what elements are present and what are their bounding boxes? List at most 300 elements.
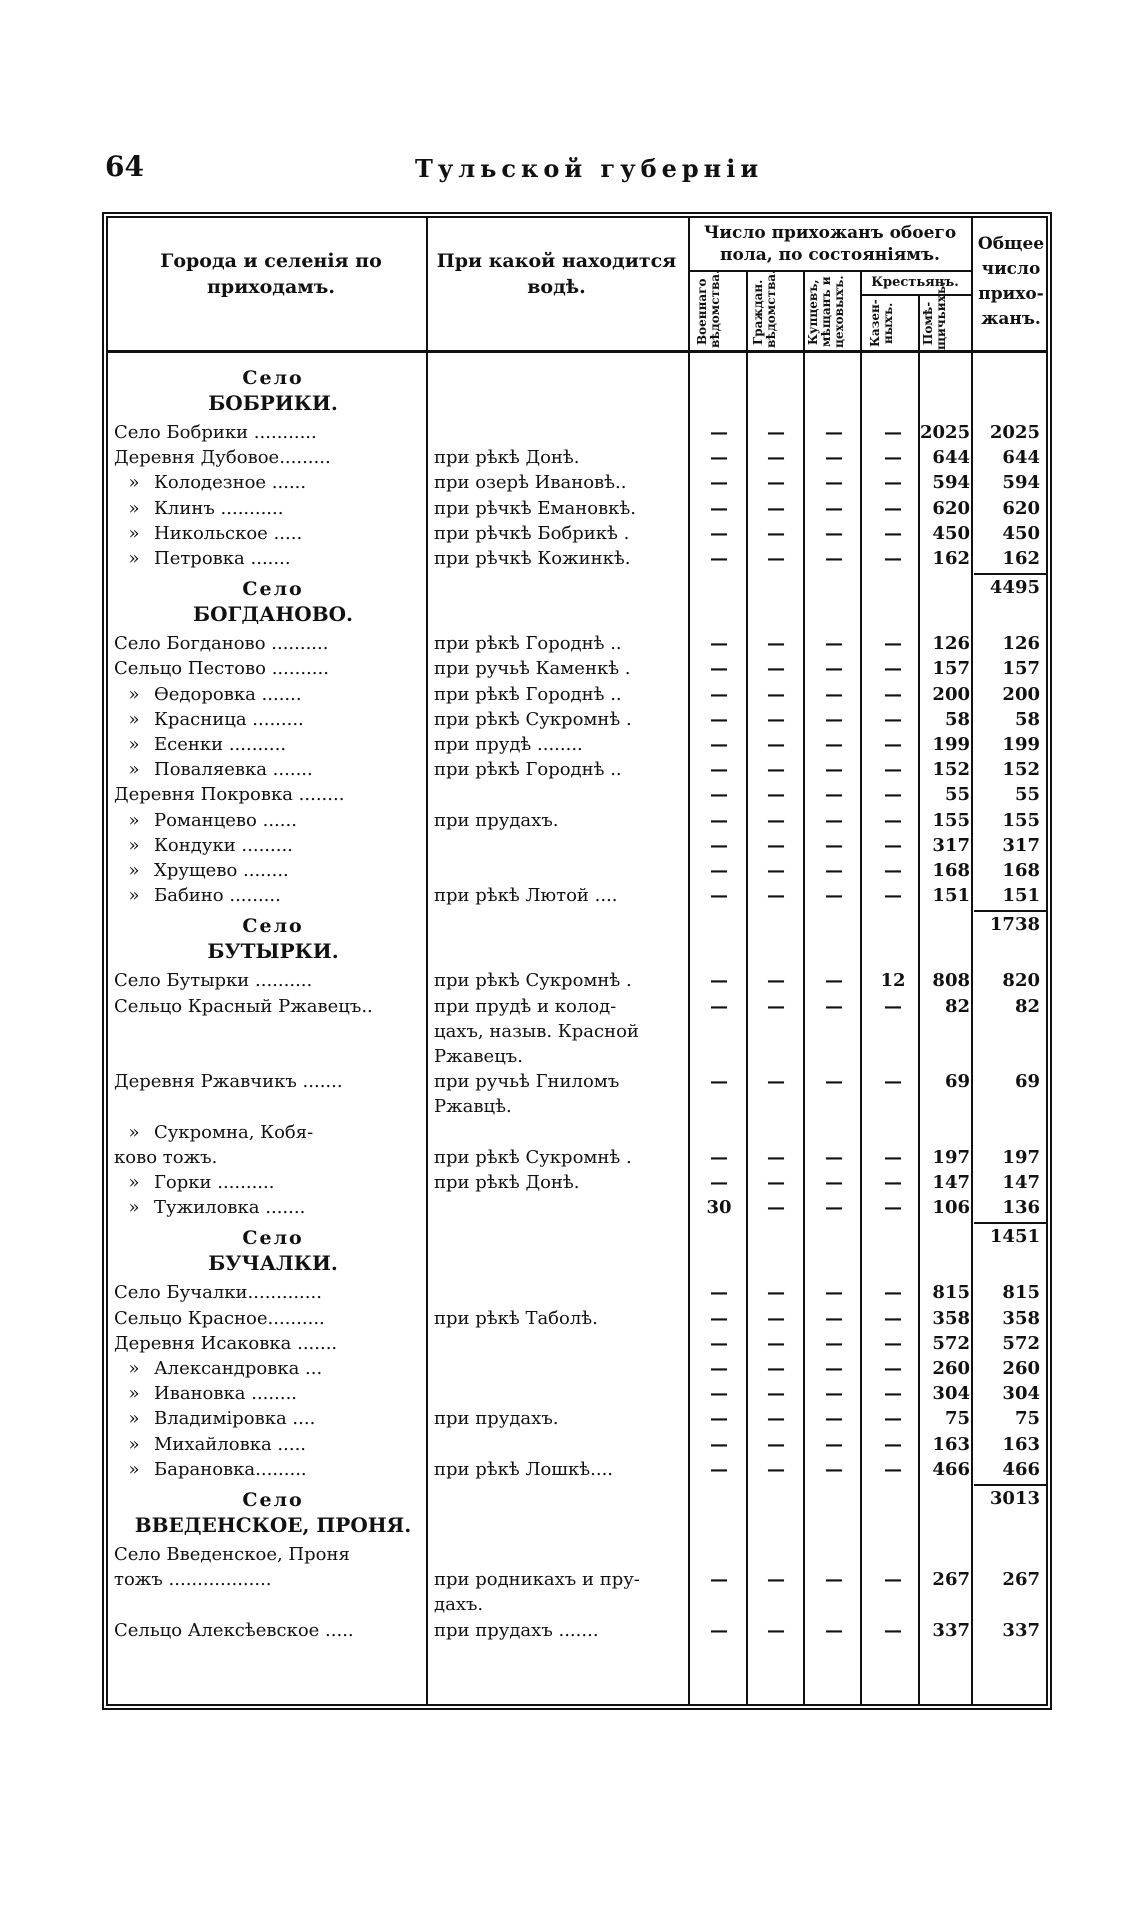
place-name: » Михайловка ..... — [114, 1432, 419, 1457]
water-source: при прудахъ ....... — [434, 1619, 599, 1641]
place-name: Сельцо Пестово .......... — [114, 658, 329, 680]
table-row — [108, 656, 1046, 681]
table-row — [108, 833, 1046, 858]
ditto-mark: » — [128, 1172, 140, 1193]
running-title: Тульской губерніи — [415, 154, 764, 183]
table-row — [108, 1618, 1046, 1643]
civil-count: — — [767, 1332, 785, 1354]
total-count: 55 — [1014, 784, 1040, 806]
table-row — [108, 1432, 1046, 1457]
total-count: 2025 — [989, 422, 1040, 443]
total-count: 162 — [1002, 548, 1040, 569]
parish-title — [108, 1226, 438, 1276]
state-peasants-count: — — [884, 1332, 902, 1354]
landlord-peasants-count: 82 — [944, 995, 970, 1017]
civil-count: — — [767, 708, 785, 730]
civil-count: — — [767, 1358, 785, 1379]
landlord-peasants-count: 304 — [932, 1383, 970, 1405]
civil-count: — — [767, 834, 785, 856]
water-source: при рѣкѣ Донѣ. — [434, 447, 580, 469]
merchants-count: — — [825, 683, 843, 705]
state-peasants-count: — — [884, 1569, 902, 1591]
parish-title — [108, 1488, 438, 1538]
military-count: — — [710, 633, 728, 655]
parish-title — [108, 914, 438, 964]
place-name: ково тожъ. — [114, 1146, 218, 1168]
landlord-peasants-count: 594 — [932, 472, 970, 494]
state-peasants-count: — — [884, 1619, 902, 1641]
total-count: 200 — [1002, 683, 1040, 705]
landlord-peasants-count: 358 — [932, 1307, 970, 1329]
state-peasants-count: — — [884, 834, 902, 856]
civil-count: — — [767, 1408, 785, 1430]
civil-count: — — [767, 683, 785, 705]
landlord-peasants-count: 267 — [932, 1569, 970, 1591]
ditto-mark: » — [128, 497, 140, 519]
landlord-peasants-count: 155 — [932, 809, 970, 831]
landlord-peasants-count: 200 — [932, 683, 970, 705]
col-header-total: Общее число прихо- жанъ. — [977, 234, 1045, 329]
state-peasants-count: — — [884, 497, 902, 519]
total-count: 199 — [1002, 734, 1040, 755]
landlord-peasants-count: 147 — [932, 1172, 970, 1193]
place-name: Село Бучалки............. — [114, 1282, 322, 1304]
place-name: » Кондуки ......... — [114, 833, 419, 858]
civil-count: — — [767, 1146, 785, 1168]
table-row — [108, 757, 1046, 782]
state-peasants-count: — — [884, 759, 902, 781]
place-name: » Есенки .......... — [114, 732, 419, 757]
place-name: » Барановка......... — [114, 1457, 419, 1482]
military-count: — — [710, 1358, 728, 1379]
merchants-count: — — [825, 734, 843, 755]
military-count: — — [710, 860, 728, 881]
table-row — [108, 470, 1046, 495]
merchants-count: — — [825, 834, 843, 856]
place-name: Село Богданово .......... — [114, 633, 329, 655]
landlord-peasants-count: 69 — [944, 1071, 970, 1093]
place-name: Сельцо Красное.......... — [114, 1307, 325, 1329]
merchants-count: — — [825, 658, 843, 680]
parish-title-name: БОГДАНОВО. — [193, 602, 353, 627]
state-peasants-count: — — [884, 734, 902, 755]
place-name: » Бабино ......... — [114, 883, 419, 908]
ditto-mark: » — [128, 1458, 140, 1480]
place-name: » Клинъ ........... — [114, 496, 419, 521]
state-peasants-count: — — [884, 633, 902, 655]
state-peasants-count: — — [884, 1071, 902, 1093]
civil-count: — — [767, 1458, 785, 1480]
landlord-peasants-count: 55 — [944, 784, 970, 806]
parish-title-name: БОБРИКИ. — [208, 391, 338, 415]
parish-title-name: БУЧАЛКИ. — [208, 1251, 338, 1276]
group-rule — [690, 270, 972, 272]
state-peasants-count: — — [884, 1433, 902, 1455]
civil-count: — — [767, 734, 785, 755]
state-peasants-count: 12 — [880, 970, 906, 992]
military-count: — — [710, 658, 728, 680]
place-name: » Петровка ....... — [114, 546, 419, 571]
civil-count: — — [767, 1619, 785, 1641]
merchants-count: — — [825, 1619, 843, 1641]
water-source: Ржавецъ. — [434, 1046, 523, 1067]
civil-count: — — [767, 497, 785, 519]
landlord-peasants-count: 199 — [932, 734, 970, 755]
state-peasants-count: — — [884, 1383, 902, 1405]
ditto-mark: » — [128, 759, 140, 781]
table-row — [108, 1069, 1046, 1094]
merchants-count: — — [825, 1383, 843, 1405]
peasants-rule — [860, 294, 972, 296]
col-header-place: Города и селенія по приходамъ. — [160, 250, 382, 298]
state-peasants-count: — — [884, 995, 902, 1017]
total-count: 620 — [1002, 497, 1040, 519]
place-name: » Владиміровка .... — [114, 1406, 419, 1431]
water-source: при рѣкѣ Городнѣ .. — [434, 683, 622, 705]
place-name: » Александровка ... — [114, 1356, 419, 1381]
total-count: 75 — [1014, 1408, 1040, 1430]
place-name: » Тужиловка ....... — [114, 1195, 419, 1220]
civil-count: — — [767, 633, 785, 655]
state-peasants-count: — — [884, 548, 902, 569]
table-row — [108, 1019, 1046, 1044]
water-source: при рѣкѣ Сукромнѣ . — [434, 708, 632, 730]
water-source: Ржавцѣ. — [434, 1096, 512, 1118]
total-count: 126 — [1002, 633, 1040, 655]
merchants-count: — — [825, 1307, 843, 1329]
water-source: при рѣкѣ Городнѣ .. — [434, 633, 622, 655]
total-count: 358 — [1002, 1307, 1040, 1329]
merchants-count: — — [825, 759, 843, 781]
parish-title-name: ВВЕДЕНСКОЕ, ПРОНЯ. — [134, 1513, 412, 1537]
table-row — [108, 858, 1046, 883]
landlord-peasants-count: 157 — [932, 658, 970, 680]
state-peasants-count: — — [884, 1282, 902, 1304]
water-source: при рѣкѣ Сукромнѣ . — [434, 970, 632, 992]
parish-title-type: Село — [242, 1489, 304, 1511]
place-name: Деревня Ржавчикъ ....... — [114, 1071, 343, 1093]
total-count: 152 — [1002, 759, 1040, 781]
water-source: при рѣкѣ Донѣ. — [434, 1172, 580, 1193]
col-header-merchants: Купцевъ, мѣщанъ и цеховыхъ. — [806, 275, 846, 348]
merchants-count: — — [825, 548, 843, 569]
state-peasants-count: — — [884, 658, 902, 680]
merchants-count: — — [825, 1197, 843, 1219]
table-row — [108, 1542, 1046, 1567]
ditto-mark: » — [128, 472, 140, 494]
water-source: при рѣкѣ Лошкѣ.... — [434, 1458, 614, 1480]
landlord-peasants-count: 317 — [932, 834, 970, 856]
parish-table — [102, 212, 1052, 1710]
landlord-peasants-count: 2025 — [920, 422, 971, 443]
total-count: 337 — [1002, 1619, 1040, 1641]
table-row — [108, 521, 1046, 546]
merchants-count: — — [825, 1408, 843, 1430]
ditto-mark: » — [128, 860, 140, 881]
state-peasants-count: — — [884, 809, 902, 831]
civil-count: — — [767, 422, 785, 443]
total-count: 58 — [1014, 708, 1040, 730]
table-row — [108, 707, 1046, 732]
place-name: Деревня Исаковка ....... — [114, 1332, 338, 1354]
place-name: » Сукромна, Кобя- — [114, 1120, 419, 1145]
state-peasants-count: — — [884, 885, 902, 907]
place-name: » Колодезное ...... — [114, 470, 419, 495]
col-header-water: При какой находится водѣ. — [436, 250, 677, 298]
table-row — [108, 420, 1046, 445]
ditto-mark: » — [128, 809, 140, 831]
parish-title-name: БУТЫРКИ. — [207, 939, 339, 964]
water-source: при озерѣ Ивановѣ.. — [434, 472, 627, 494]
military-count: — — [710, 548, 728, 569]
merchants-count: — — [825, 447, 843, 469]
table-row — [108, 732, 1046, 757]
landlord-peasants-count: 168 — [932, 860, 970, 881]
parish-title-type: Село — [242, 578, 304, 601]
state-peasants-count: — — [884, 708, 902, 730]
state-peasants-count: — — [884, 683, 902, 705]
parish-title — [108, 366, 438, 416]
state-peasants-count: — — [884, 1172, 902, 1193]
civil-count: — — [767, 548, 785, 569]
ditto-mark: » — [128, 708, 140, 730]
landlord-peasants-count: 450 — [932, 522, 970, 544]
table-row — [108, 1331, 1046, 1356]
table-row — [108, 808, 1046, 833]
table-row — [108, 1406, 1046, 1431]
merchants-count: — — [825, 1172, 843, 1193]
merchants-count: — — [825, 970, 843, 992]
place-name: » Горки .......... — [114, 1170, 419, 1195]
military-count: — — [710, 497, 728, 519]
ditto-mark: » — [128, 1197, 140, 1219]
total-count: 157 — [1002, 658, 1040, 680]
military-count: — — [710, 1433, 728, 1455]
military-count: — — [710, 683, 728, 705]
merchants-count: — — [825, 1146, 843, 1168]
total-count: 168 — [1002, 860, 1040, 881]
merchants-count: — — [825, 885, 843, 907]
total-count: 82 — [1014, 995, 1040, 1017]
col-header-military: Военнаго вѣдомства. — [695, 269, 722, 348]
place-name: Село Бобрики ........... — [114, 422, 317, 443]
civil-count: — — [767, 658, 785, 680]
state-peasants-count: — — [884, 447, 902, 469]
state-peasants-count: — — [884, 860, 902, 881]
civil-count: — — [767, 1282, 785, 1304]
civil-count: — — [767, 784, 785, 806]
military-count: — — [710, 1619, 728, 1641]
merchants-count: — — [825, 860, 843, 881]
place-name: Сельцо Алексѣевское ..... — [114, 1619, 354, 1641]
military-count: — — [710, 472, 728, 494]
table-row — [108, 1044, 1046, 1069]
col-header-group: Число прихожанъ обоего пола, по состояніямъ. — [703, 223, 957, 265]
table-row — [108, 1170, 1046, 1195]
merchants-count: — — [825, 422, 843, 443]
place-name: » Ѳедоровка ....... — [114, 682, 419, 707]
civil-count: — — [767, 1307, 785, 1329]
total-count: 155 — [1002, 809, 1040, 831]
landlord-peasants-count: 808 — [932, 970, 970, 992]
military-count: — — [710, 1408, 728, 1430]
table-row — [108, 631, 1046, 656]
ditto-mark: » — [128, 734, 140, 755]
total-count: 136 — [1002, 1197, 1040, 1219]
civil-count: — — [767, 1172, 785, 1193]
water-source: при рѣчкѣ Кожинкѣ. — [434, 548, 631, 569]
parish-subtotal: 4495 — [974, 573, 1048, 601]
merchants-count: — — [825, 497, 843, 519]
place-name: » Ивановка ........ — [114, 1381, 419, 1406]
place-name: Деревня Дубовое......... — [114, 447, 331, 469]
table-row — [108, 445, 1046, 470]
water-source: дахъ. — [434, 1594, 484, 1616]
ditto-mark: » — [128, 522, 140, 544]
table-row — [108, 1306, 1046, 1331]
ditto-mark: » — [128, 683, 140, 705]
total-count: 317 — [1002, 834, 1040, 856]
military-count: — — [710, 522, 728, 544]
ditto-mark: » — [128, 885, 140, 907]
military-count: — — [710, 970, 728, 992]
civil-count: — — [767, 1071, 785, 1093]
table-row — [108, 496, 1046, 521]
ditto-mark: » — [128, 1408, 140, 1430]
total-count: 151 — [1002, 885, 1040, 907]
civil-count: — — [767, 447, 785, 469]
place-name: » Поваляевка ....... — [114, 757, 419, 782]
water-source: при рѣкѣ Таболѣ. — [434, 1307, 598, 1329]
landlord-peasants-count: 572 — [932, 1332, 970, 1354]
military-count: — — [710, 759, 728, 781]
ditto-mark: » — [128, 834, 140, 856]
military-count: — — [710, 995, 728, 1017]
ditto-mark: » — [128, 1121, 140, 1143]
military-count: — — [710, 447, 728, 469]
merchants-count: — — [825, 522, 843, 544]
total-count: 267 — [1002, 1569, 1040, 1591]
ditto-mark: » — [128, 1433, 140, 1455]
military-count: — — [710, 1569, 728, 1591]
parish-subtotal: 1451 — [974, 1222, 1048, 1250]
table-row — [108, 968, 1046, 993]
total-count: 260 — [1002, 1358, 1040, 1379]
military-count: — — [710, 1383, 728, 1405]
landlord-peasants-count: 260 — [932, 1358, 970, 1379]
ditto-mark: » — [128, 1383, 140, 1405]
landlord-peasants-count: 126 — [932, 633, 970, 655]
landlord-peasants-count: 644 — [932, 447, 970, 469]
table-row — [108, 1356, 1046, 1381]
water-source: при рѣкѣ Городнѣ .. — [434, 759, 622, 781]
landlord-peasants-count: 163 — [932, 1433, 970, 1455]
total-count: 644 — [1002, 447, 1040, 469]
col-header-landlord-peasants: Помѣ- щичьихъ. — [921, 281, 948, 350]
table-row — [108, 994, 1046, 1019]
landlord-peasants-count: 75 — [944, 1408, 970, 1430]
page-header — [105, 150, 1045, 190]
military-count: — — [710, 422, 728, 443]
table-row — [108, 1094, 1046, 1119]
military-count: — — [710, 1458, 728, 1480]
state-peasants-count: — — [884, 1146, 902, 1168]
merchants-count: — — [825, 1332, 843, 1354]
place-name: Деревня Покровка ........ — [114, 784, 345, 806]
table-row — [108, 682, 1046, 707]
civil-count: — — [767, 970, 785, 992]
landlord-peasants-count: 466 — [932, 1458, 970, 1480]
place-name: » Романцево ...... — [114, 808, 419, 833]
total-count: 820 — [1002, 970, 1040, 992]
state-peasants-count: — — [884, 472, 902, 494]
place-name: Сельцо Красный Ржавецъ.. — [114, 995, 373, 1017]
state-peasants-count: — — [884, 1458, 902, 1480]
table-row — [108, 1145, 1046, 1170]
total-count: 163 — [1002, 1433, 1040, 1455]
water-source: при рѣчкѣ Емановкѣ. — [434, 497, 637, 519]
landlord-peasants-count: 106 — [932, 1197, 970, 1219]
total-count: 69 — [1014, 1071, 1040, 1093]
parish-title — [108, 577, 438, 627]
place-name: Село Введенское, Проня — [114, 1544, 350, 1565]
merchants-count: — — [825, 1358, 843, 1379]
civil-count: — — [767, 1383, 785, 1405]
place-name: Село Бутырки .......... — [114, 970, 313, 992]
parish-title-type: Село — [242, 367, 304, 389]
landlord-peasants-count: 152 — [932, 759, 970, 781]
landlord-peasants-count: 197 — [932, 1146, 970, 1168]
civil-count: — — [767, 759, 785, 781]
parish-subtotal: 3013 — [974, 1484, 1048, 1512]
merchants-count: — — [825, 995, 843, 1017]
water-source: цахъ, назыв. Красной — [434, 1020, 639, 1042]
table-row — [108, 782, 1046, 807]
table-row — [108, 1195, 1046, 1220]
military-count: — — [710, 809, 728, 831]
table-row — [108, 1457, 1046, 1482]
place-name: » Хрущево ........ — [114, 858, 419, 883]
state-peasants-count: — — [884, 784, 902, 806]
landlord-peasants-count: 620 — [932, 497, 970, 519]
military-count: — — [710, 1307, 728, 1329]
state-peasants-count: — — [884, 1307, 902, 1329]
place-name: тожъ .................. — [114, 1569, 272, 1591]
place-name: » Красница ......... — [114, 707, 419, 732]
merchants-count: — — [825, 1071, 843, 1093]
water-source: при ручьѣ Гниломъ — [434, 1071, 620, 1093]
water-source: при ручьѣ Каменкѣ . — [434, 658, 631, 680]
military-count: — — [710, 1172, 728, 1193]
total-count: 815 — [1002, 1282, 1040, 1304]
military-count: — — [710, 708, 728, 730]
merchants-count: — — [825, 1569, 843, 1591]
state-peasants-count: — — [884, 1358, 902, 1379]
place-name: » Никольское ..... — [114, 521, 419, 546]
ditto-mark: » — [128, 548, 140, 569]
table-row — [108, 1381, 1046, 1406]
merchants-count: — — [825, 1458, 843, 1480]
military-count: — — [710, 1282, 728, 1304]
landlord-peasants-count: 58 — [944, 708, 970, 730]
total-count: 594 — [1002, 472, 1040, 494]
landlord-peasants-count: 337 — [932, 1619, 970, 1641]
merchants-count: — — [825, 809, 843, 831]
total-count: 147 — [1002, 1172, 1040, 1193]
water-source: при рѣкѣ Лютой .... — [434, 885, 618, 907]
water-source: при прудѣ ........ — [434, 734, 583, 755]
military-count: — — [710, 834, 728, 856]
